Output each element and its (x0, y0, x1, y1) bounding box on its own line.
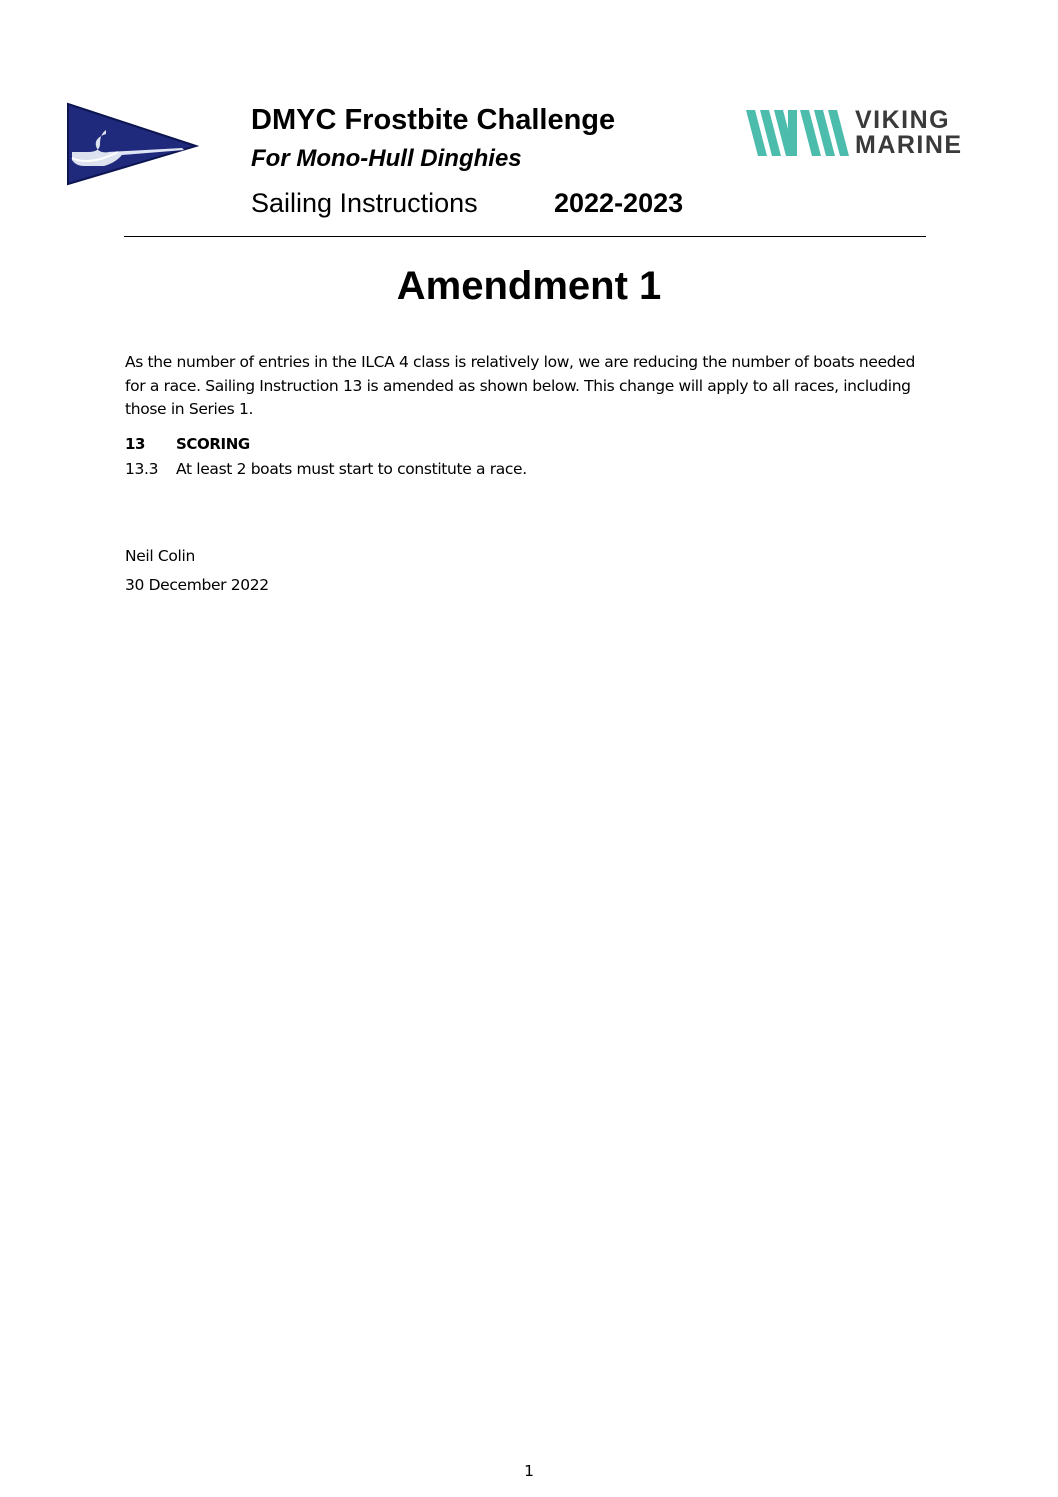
clause-13-3 (125, 458, 527, 480)
document-type-line (251, 185, 721, 221)
page-number: 1 (524, 1462, 534, 1480)
header-divider (124, 236, 926, 237)
section-heading (125, 433, 250, 455)
season-years: 2022-2023 (554, 188, 684, 218)
sponsor-name-line1: VIKING (855, 106, 951, 134)
event-title: DMYC Frostbite Challenge (251, 104, 616, 136)
viking-marine-mark-icon (746, 110, 850, 156)
signature-date: 30 December 2022 (125, 576, 269, 594)
amendment-title: Amendment 1 (396, 264, 662, 308)
signatory-name: Neil Colin (125, 547, 195, 565)
section-number: 13 (125, 435, 146, 453)
clause-number: 13.3 (125, 460, 159, 478)
event-subtitle: For Mono-Hull Dinghies (251, 145, 522, 172)
document-header (251, 100, 721, 221)
club-burgee-logo (64, 100, 200, 188)
intro-paragraph: As the number of entries in the ILCA 4 class is relatively low, we are reducing the number of boats needed for a race. Sailing Instruction 13 is amended as shown below. This change will apply to all races, including those in Series 1. (125, 353, 915, 418)
sponsor-name-line2: MARINE (855, 131, 963, 159)
clause-text: At least 2 boats must start to constitute a race. (176, 460, 527, 478)
section-title: SCORING (176, 435, 250, 453)
document-type: Sailing Instructions (251, 188, 478, 218)
sponsor-logo (746, 108, 992, 158)
